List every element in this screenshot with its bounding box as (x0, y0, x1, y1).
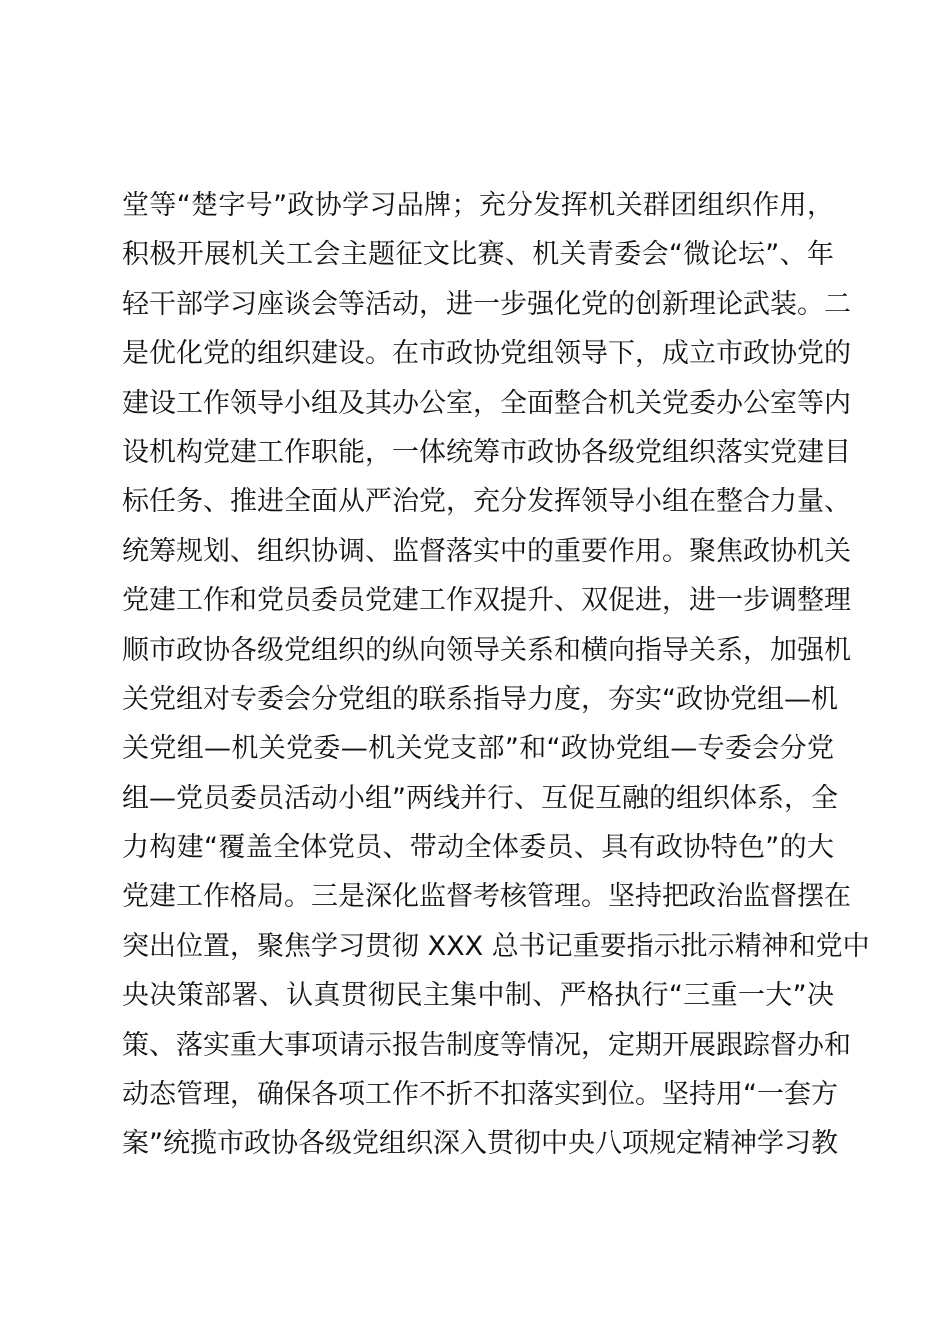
text-line: 轻干部学习座谈会等活动，进一步强化党的创新理论武装。二 (122, 288, 851, 320)
text-line: 建设工作领导小组及其办公室，全面整合机关党委办公室等内 (122, 387, 851, 419)
text-line: 关党组对专委会分党组的联系指导力度，夯实“政协党组—机 (122, 683, 838, 715)
text-line: 设机构党建工作职能，一体统筹市政协各级党组织落实党建目 (122, 436, 851, 468)
text-line: 顺市政协各级党组织的纵向领导关系和横向指导关系，加强机 (122, 634, 851, 666)
text-line: 突出位置，聚焦学习贯彻 XXX 总书记重要指示批示精神和党中 (122, 930, 870, 962)
text-line: 组—党员委员活动小组”两线并行、互促互融的组织体系，全 (122, 782, 838, 814)
text-line: 关党组—机关党委—机关党支部”和“政协党组—专委会分党 (122, 733, 834, 765)
text-line: 积极开展机关工会主题征文比赛、机关青委会“微论坛”、年 (122, 239, 834, 271)
text-line: 党建工作和党员委员党建工作双提升、双促进，进一步调整理 (122, 585, 851, 617)
body-paragraph (122, 181, 870, 1169)
text-line: 是优化党的组织建设。在市政协党组领导下，成立市政协党的 (122, 338, 851, 370)
text-line: 堂等“楚字号”政协学习品牌；充分发挥机关群团组织作用， (122, 190, 834, 221)
text-line: 动态管理，确保各项工作不折不扣落实到位。坚持用“一套方 (122, 1079, 838, 1111)
text-line: 策、落实重大事项请示报告制度等情况，定期开展跟踪督办和 (122, 1029, 851, 1061)
text-line: 央决策部署、认真贯彻民主集中制、严格执行“三重一大”决 (122, 980, 834, 1012)
text-line: 统筹规划、组织协调、监督落实中的重要作用。聚焦政协机关 (122, 535, 851, 567)
text-line: 力构建“覆盖全体党员、带动全体委员、具有政协特色”的大 (122, 832, 834, 864)
text-line: 案”统揽市政协各级党组织深入贯彻中央八项规定精神学习教 (122, 1128, 838, 1160)
text-line: 标任务、推进全面从严治党，充分发挥领导小组在整合力量、 (122, 486, 851, 518)
text-line: 党建工作格局。三是深化监督考核管理。坚持把政治监督摆在 (122, 881, 851, 913)
